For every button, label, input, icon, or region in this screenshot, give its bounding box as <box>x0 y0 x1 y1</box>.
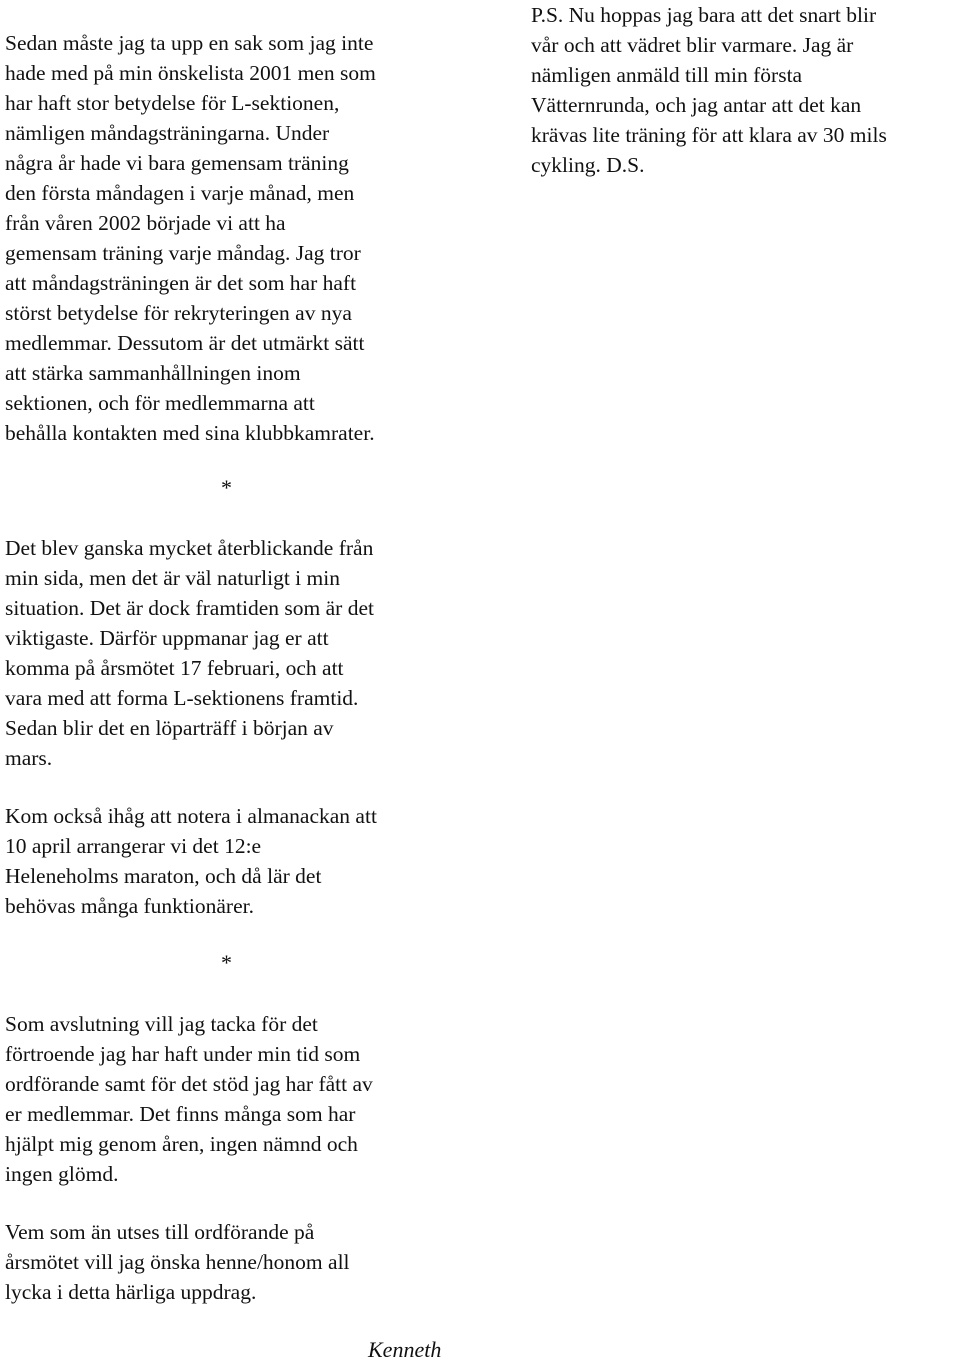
left-column-future <box>5 533 475 773</box>
signature: Kenneth <box>368 1337 442 1362</box>
left-column <box>5 28 475 448</box>
postscript: P.S. Nu hoppas jag bara att det snart blir vår och att vädret blir varmare. Jag är nämligen anmäld till min första Vätternrunda, och jag antar att det kan krävas lite träning för att klara av 30 mils cykling. D.S. <box>531 3 887 177</box>
paragraph-marathon: Kom också ihåg att notera i almanackan att 10 april arrangerar vi det 12:e Heleneholms maraton, och då lär det behövas många funktionärer. <box>5 804 377 918</box>
left-column-marathon <box>5 801 475 921</box>
paragraph-monday-training: Sedan måste jag ta upp en sak som jag inte hade med på min önskelista 2001 men som har haft stor betydelse för L-sektionen, nämligen måndagsträningarna. Under några år hade vi bara gemensam träning den första måndagen i varje månad, men från våren 2002 började vi att ha gemensam träning varje måndag. Jag tror att måndagsträningen är det som har haft störst betydelse för rekryteringen av nya medlemmar. Dessutom är det utmärkt sätt att stärka sammanhållningen inom sektionen, och för medlemmarna att behålla kontakten med sina klubbkamrater. <box>5 31 376 445</box>
section-separator: * <box>221 475 232 500</box>
left-column-wishes <box>5 1217 475 1307</box>
paragraph-future: Det blev ganska mycket återblickande från min sida, men det är väl naturligt i min situation. Det är dock framtiden som är det viktigaste. Därför uppmanar jag er att komma på årsmötet 17 februari, och att vara med att forma L-sektionens framtid. Sedan blir det en löparträff i början av mars. <box>5 536 374 770</box>
paragraph-wishes: Vem som än utses till ordförande på årsmötet vill jag önska henne/honom all lycka i detta härliga uppdrag. <box>5 1220 350 1304</box>
paragraph-thanks: Som avslutning vill jag tacka för det förtroende jag har haft under min tid som ordförande samt för det stöd jag har fått av er medlemmar. Det finns många som har hjälpt mig genom åren, ingen nämnd och ingen glömd. <box>5 1012 373 1186</box>
section-separator: * <box>221 950 232 975</box>
right-column <box>531 0 960 180</box>
left-column-thanks <box>5 1009 475 1189</box>
